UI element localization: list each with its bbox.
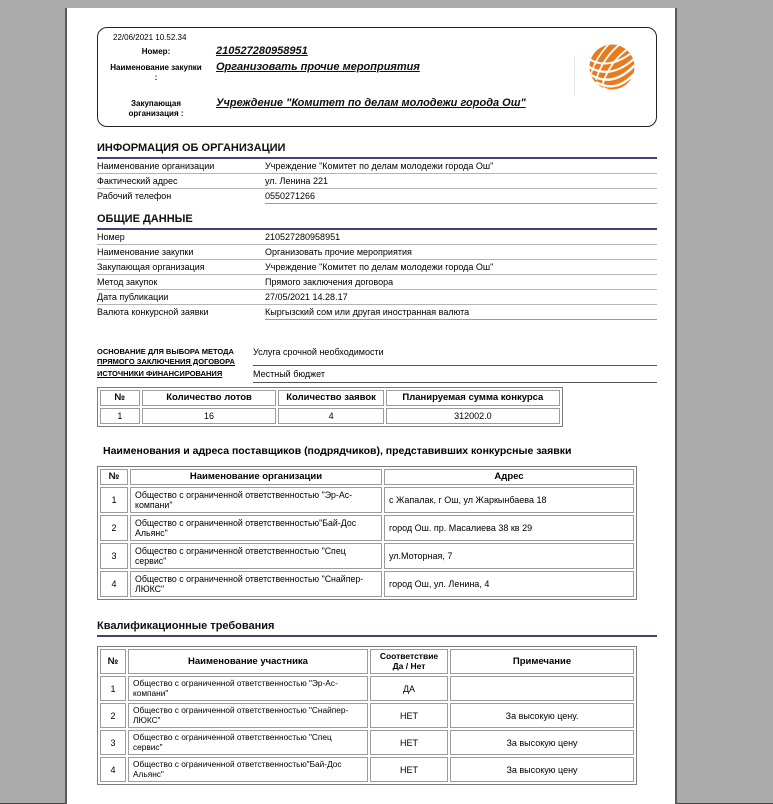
method-basis-label	[97, 347, 253, 366]
row-value: 27/05/2021 14.28.17	[265, 292, 348, 302]
qualification-section-title: Квалификационные требования	[97, 620, 657, 637]
suppliers-heading: Наименования и адреса поставщиков (подрядчиков), представивших конкурсные заявки	[103, 445, 572, 457]
general-rows	[97, 230, 657, 321]
compliance-value: НЕТ	[370, 757, 448, 782]
row-label: Фактический адрес	[97, 176, 178, 186]
bid-count-value: 4	[278, 408, 383, 424]
general-row	[97, 245, 657, 260]
general-row	[97, 230, 657, 245]
row-value: Учреждение "Комитет по делам молодежи города Ош"	[265, 161, 494, 171]
col-header-compliance: Соответствие Да / Нет	[370, 649, 448, 674]
method-basis-block	[97, 347, 657, 383]
row-label: Закупающая организация	[97, 262, 205, 272]
method-basis-row	[97, 347, 657, 366]
participant-num: 4	[100, 757, 126, 782]
qualification-row	[100, 730, 634, 755]
organization-label: Закупающая организация :	[128, 99, 184, 118]
compliance-value: ДА	[370, 676, 448, 701]
supplier-num: 2	[100, 515, 128, 541]
header-field-number	[110, 45, 644, 58]
lots-summary-table	[97, 387, 563, 427]
print-timestamp: 22/06/2021 10.52.34	[113, 33, 187, 42]
row-value: Организовать прочие мероприятия	[265, 247, 412, 257]
org-info-row	[97, 189, 657, 205]
header-field-organization	[110, 97, 644, 119]
note-value	[450, 676, 634, 701]
supplier-address: город Ош, ул. Ленина, 4	[384, 571, 634, 597]
number-label: Номер:	[141, 47, 171, 56]
row-label: Наименование закупки	[97, 247, 194, 257]
method-basis-label-line2: ПРЯМОГО ЗАКЛЮЧЕНИЯ ДОГОВОРА	[97, 356, 235, 366]
suppliers-header-row	[100, 469, 634, 485]
document-header-card	[97, 27, 657, 127]
qualification-table	[97, 646, 637, 785]
org-info-row	[97, 159, 657, 174]
lots-header-row	[100, 390, 560, 406]
lot-row-num: 1	[100, 408, 140, 424]
note-value: За высокую цену	[450, 730, 634, 755]
participant-name: Общество с ограниченной ответственностью "Спец сервис"	[128, 730, 368, 755]
org-info-section-title: ИНФОРМАЦИЯ ОБ ОРГАНИЗАЦИИ	[97, 142, 657, 159]
row-value: 0550271266	[265, 191, 657, 204]
organization-link[interactable]: Учреждение "Комитет по делам молодежи города Ош"	[216, 97, 526, 109]
col-header-org-name: Наименование организации	[130, 469, 382, 485]
qualification-row	[100, 676, 634, 701]
supplier-name: Общество с ограниченной ответственностью "Эр-Ас-компани"	[130, 487, 382, 513]
supplier-address: ул.Моторная, 7	[384, 543, 634, 569]
funding-source-row	[97, 369, 657, 383]
row-value: Кыргызский сом или другая иностранная валюта	[265, 307, 657, 320]
funding-source-label: ИСТОЧНИКИ ФИНАНСИРОВАНИЯ	[97, 369, 223, 378]
supplier-name: Общество с ограниченной ответственностью"Бай-Дос Альянс"	[130, 515, 382, 541]
supplier-row	[100, 487, 634, 513]
col-header-planned-sum: Планируемая сумма конкурса	[386, 390, 560, 406]
supplier-address: с Жапалак, г Ош, ул Жаркынбаева 18	[384, 487, 634, 513]
supplier-address: город Ош. пр. Масалиева 38 кв 29	[384, 515, 634, 541]
procurement-name-label: Наименование закупки :	[110, 63, 202, 82]
supplier-row	[100, 543, 634, 569]
supplier-num: 3	[100, 543, 128, 569]
portal-globe-logo-icon	[589, 44, 635, 90]
row-value: Прямого заключения договора	[265, 277, 394, 287]
col-header-participant: Наименование участника	[128, 649, 368, 674]
participant-name: Общество с ограниченной ответственностью "Эр-Ас-компани"	[128, 676, 368, 701]
compliance-value: НЕТ	[370, 703, 448, 728]
participant-num: 1	[100, 676, 126, 701]
row-label: Номер	[97, 232, 125, 242]
number-link[interactable]: 210527280958951	[216, 45, 308, 57]
planned-sum-value: 312002.0	[386, 408, 560, 424]
supplier-num: 1	[100, 487, 128, 513]
general-row	[97, 305, 657, 321]
header-divider	[574, 56, 575, 96]
col-header-address: Адрес	[384, 469, 634, 485]
lots-data-row	[100, 408, 560, 424]
row-label: Валюта конкурсной заявки	[97, 307, 209, 317]
method-basis-value: Услуга срочной необходимости	[253, 347, 657, 366]
compliance-value: НЕТ	[370, 730, 448, 755]
supplier-num: 4	[100, 571, 128, 597]
general-row	[97, 275, 657, 290]
row-label: Наименование организации	[97, 161, 215, 171]
org-info-row	[97, 174, 657, 189]
row-value: 210527280958951	[265, 232, 341, 242]
participant-name: Общество с ограниченной ответственностью"Бай-Дос Альянс"	[128, 757, 368, 782]
col-header-num: №	[100, 649, 126, 674]
general-row	[97, 290, 657, 305]
supplier-row	[100, 515, 634, 541]
col-header-num: №	[100, 390, 140, 406]
row-label: Рабочий телефон	[97, 191, 172, 201]
col-header-bid-count: Количество заявок	[278, 390, 383, 406]
qualification-row	[100, 703, 634, 728]
supplier-name: Общество с ограниченной ответственностью "Спец сервис"	[130, 543, 382, 569]
row-label: Метод закупок	[97, 277, 158, 287]
row-value: ул. Ленина 221	[265, 176, 328, 186]
note-value: За высокую цену	[450, 757, 634, 782]
row-value: Учреждение "Комитет по делам молодежи города Ош"	[265, 262, 494, 272]
general-row	[97, 260, 657, 275]
participant-num: 2	[100, 703, 126, 728]
supplier-row	[100, 571, 634, 597]
qualification-row	[100, 757, 634, 782]
org-info-rows	[97, 159, 657, 205]
lot-count-value: 16	[142, 408, 277, 424]
qualification-header-row	[100, 649, 634, 674]
participant-num: 3	[100, 730, 126, 755]
funding-source-value: Местный бюджет	[253, 369, 657, 383]
col-header-num: №	[100, 469, 128, 485]
row-label: Дата публикации	[97, 292, 169, 302]
participant-name: Общество с ограниченной ответственностью "Снайпер-ЛЮКС"	[128, 703, 368, 728]
method-basis-label-line1: ОСНОВАНИЕ ДЛЯ ВЫБОРА МЕТОДА	[97, 347, 234, 356]
note-value: За высокую цену.	[450, 703, 634, 728]
suppliers-table	[97, 466, 637, 600]
col-header-note: Примечание	[450, 649, 634, 674]
procurement-name-link[interactable]: Организовать прочие мероприятия	[216, 61, 420, 73]
general-section-title: ОБЩИЕ ДАННЫЕ	[97, 213, 657, 230]
document-page	[65, 8, 677, 804]
header-field-procurement-name	[110, 61, 644, 83]
supplier-name: Общество с ограниченной ответственностью "Снайпер-ЛЮКС"	[130, 571, 382, 597]
col-header-lot-count: Количество лотов	[142, 390, 277, 406]
